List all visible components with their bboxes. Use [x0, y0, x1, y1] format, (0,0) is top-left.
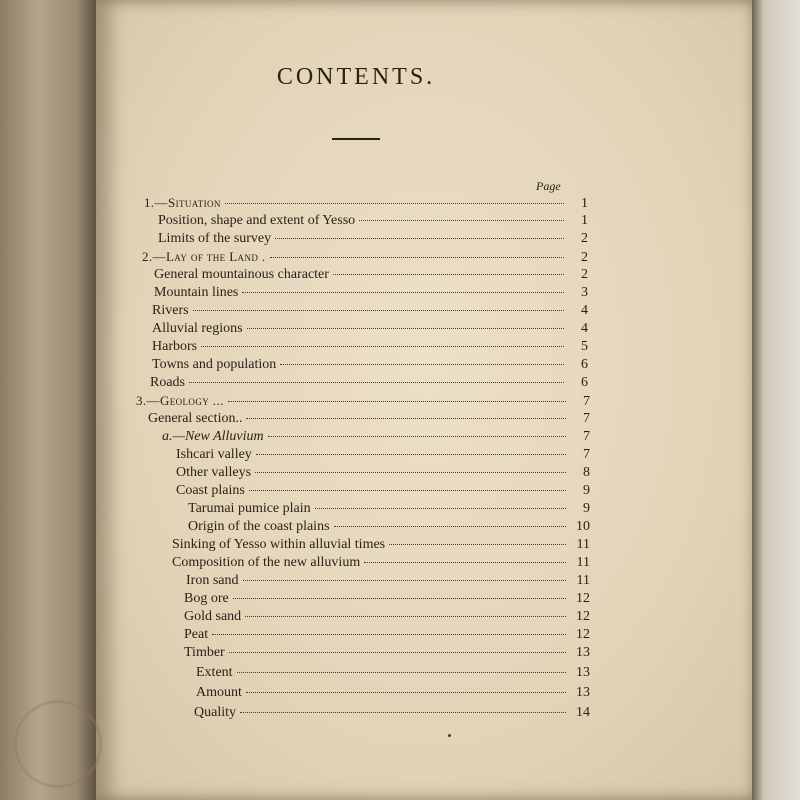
toc-entry: [152, 357, 588, 377]
leader-dots: [229, 652, 566, 653]
toc-entry: [176, 483, 590, 503]
leader-dots: [275, 238, 564, 239]
toc-entry-page: 8: [583, 465, 590, 480]
toc-entry-page: 4: [581, 321, 588, 336]
toc-entry-page: 11: [576, 537, 590, 552]
ink-dot: [448, 734, 451, 737]
toc-entry-label: Quality: [194, 705, 236, 720]
book-page: [96, 0, 756, 800]
toc-entry-label: General mountainous character: [154, 267, 329, 282]
leader-dots: [228, 401, 566, 402]
leader-dots: [243, 580, 567, 581]
leader-dots: [315, 508, 566, 509]
toc-entry-label: Towns and population: [152, 357, 277, 372]
toc-entry-label: Peat: [184, 627, 209, 642]
toc-entry-page: 12: [576, 591, 590, 606]
toc-entry-page: 12: [576, 609, 590, 624]
toc-entry-label: Coast plains: [176, 483, 245, 498]
toc-entry: [152, 321, 588, 341]
toc-entry: [196, 665, 590, 685]
leader-dots: [268, 436, 566, 437]
toc-entry-page: 13: [576, 645, 590, 660]
toc-entry-label: a.—New Alluvium: [162, 429, 264, 444]
toc-entry: [184, 609, 590, 629]
toc-entry-label: Origin of the coast plains: [188, 519, 330, 534]
toc-entry: [194, 705, 590, 725]
toc-entry-label: Alluvial regions: [152, 321, 243, 336]
toc-entry: [188, 519, 590, 539]
toc-entry-page: 6: [581, 357, 588, 372]
toc-entry: [142, 249, 588, 269]
toc-entry: [184, 627, 590, 647]
toc-entry: [184, 591, 590, 611]
leader-dots: [334, 526, 566, 527]
toc-entry: [176, 465, 590, 485]
toc-entry: [158, 231, 588, 251]
toc-entry: [148, 411, 590, 431]
toc-entry-page: 7: [583, 394, 590, 409]
page-column-header: Page: [536, 179, 561, 193]
toc-entry-page: 2: [581, 231, 588, 246]
leader-dots: [246, 418, 566, 419]
toc-entry-label: Tarumai pumice plain: [188, 501, 311, 516]
toc-entry-label: General section..: [148, 411, 243, 426]
leader-dots: [255, 472, 566, 473]
leader-dots: [201, 346, 564, 347]
toc-entry-label: Rivers: [152, 303, 189, 318]
toc-entry-label: Timber: [184, 645, 225, 660]
toc-entry-label: 2.—Lay of the Land .: [142, 249, 266, 264]
toc-entry-page: 5: [581, 339, 588, 354]
toc-entry-label: 1.—Situation: [144, 195, 221, 210]
toc-entry: [136, 393, 590, 413]
leader-dots: [249, 490, 566, 491]
toc-entry-page: 7: [583, 429, 590, 444]
toc-entry: [162, 429, 590, 449]
toc-entry-label: Ishcari valley: [176, 447, 252, 462]
leader-dots: [233, 598, 566, 599]
toc-entry-label: Composition of the new alluvium: [172, 555, 361, 570]
toc-entry: [172, 537, 590, 557]
toc-entry: [176, 447, 590, 467]
leader-dots: [189, 382, 564, 383]
background-edge: [752, 0, 800, 800]
toc-entry-page: 11: [576, 573, 590, 588]
toc-entry-label: Mountain lines: [154, 285, 239, 300]
toc-entry-page: 1: [581, 213, 588, 228]
leader-dots: [280, 364, 564, 365]
facing-page-edge: [0, 0, 96, 800]
toc-entry: [154, 267, 588, 287]
toc-entry-page: 4: [581, 303, 588, 318]
leader-dots: [245, 616, 566, 617]
toc-entry-label: Bog ore: [184, 591, 229, 606]
toc-entry-label: Amount: [196, 685, 242, 700]
leader-dots: [225, 203, 564, 204]
toc-entry-page: 13: [576, 665, 590, 680]
toc-entry-label: Roads: [150, 375, 185, 390]
toc-entry-page: 9: [583, 501, 590, 516]
toc-entry: [144, 195, 588, 215]
toc-entry: [152, 303, 588, 323]
toc-entry: [154, 285, 588, 305]
leader-dots: [237, 672, 566, 673]
toc-entry: [188, 501, 590, 521]
toc-entry-page: 13: [576, 685, 590, 700]
toc-entry-page: 7: [583, 411, 590, 426]
toc-entry-page: 1: [581, 196, 588, 211]
leader-dots: [364, 562, 566, 563]
leader-dots: [242, 292, 564, 293]
toc-entry-page: 12: [576, 627, 590, 642]
toc-entry: [172, 555, 590, 575]
title-rule: [332, 138, 380, 140]
leader-dots: [256, 454, 566, 455]
leader-dots: [389, 544, 566, 545]
toc-entry-label: 3.—Geology ...: [136, 393, 224, 408]
toc-entry-label: Iron sand: [186, 573, 239, 588]
toc-entry-page: 3: [581, 285, 588, 300]
toc-entry-page: 2: [581, 267, 588, 282]
leader-dots: [240, 712, 566, 713]
toc-entry-page: 2: [581, 250, 588, 265]
toc-entry-label: Other valleys: [176, 465, 252, 480]
toc-entry-label: Harbors: [152, 339, 198, 354]
toc-entry-page: 7: [583, 447, 590, 462]
page-title: CONTENTS.: [276, 64, 436, 90]
toc-entry-page: 9: [583, 483, 590, 498]
leader-dots: [193, 310, 564, 311]
toc-entry-label: Position, shape and extent of Yesso: [158, 213, 356, 228]
leader-dots: [246, 692, 566, 693]
leader-dots: [270, 257, 564, 258]
toc-entry-label: Extent: [196, 665, 233, 680]
toc-entry-label: Sinking of Yesso within alluvial times: [172, 537, 386, 552]
toc-entry: [152, 339, 588, 359]
toc-entry-page: 11: [576, 555, 590, 570]
library-stamp: [14, 700, 102, 788]
toc-entry-page: 14: [576, 705, 590, 720]
toc-entry-page: 6: [581, 375, 588, 390]
toc-entry-label: Gold sand: [184, 609, 242, 624]
leader-dots: [247, 328, 564, 329]
toc-entry-label: Limits of the survey: [158, 231, 272, 246]
leader-dots: [212, 634, 566, 635]
leader-dots: [333, 274, 564, 275]
toc-entry: [150, 375, 588, 395]
toc-entry: [184, 645, 590, 665]
toc-entry: [158, 213, 588, 233]
toc-entry: [196, 685, 590, 705]
toc-entry-page: 10: [576, 519, 590, 534]
toc-entry: [186, 573, 590, 593]
leader-dots: [359, 220, 564, 221]
